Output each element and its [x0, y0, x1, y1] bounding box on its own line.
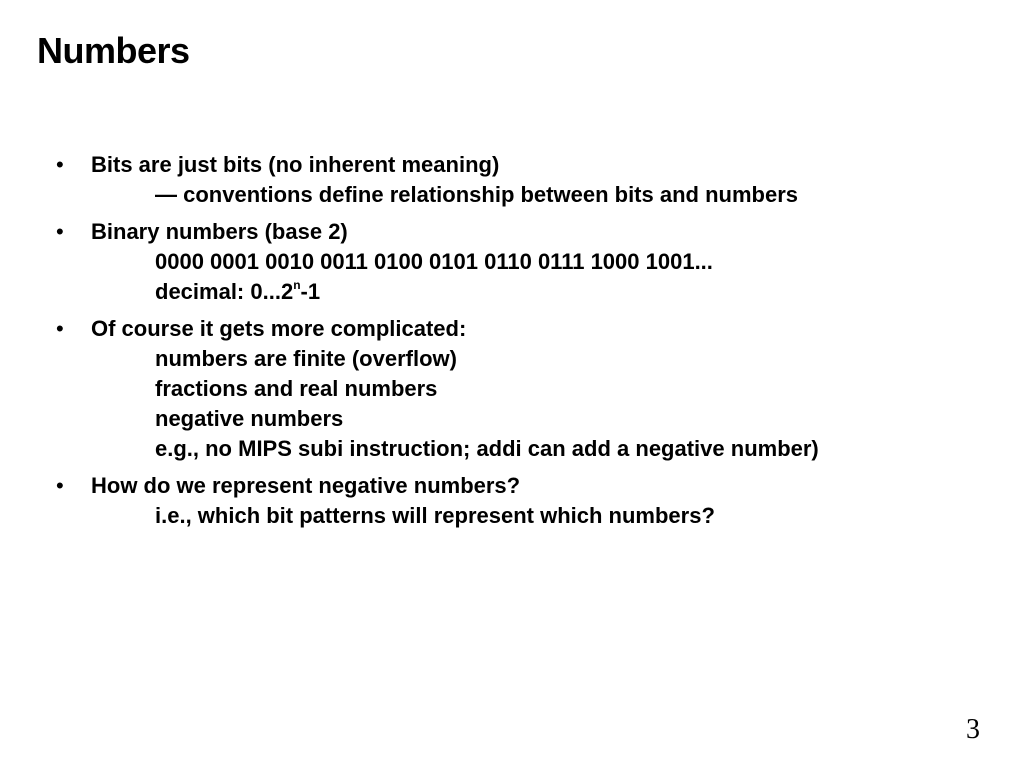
sub-line: i.e., which bit patterns will represent which numbers?	[155, 503, 715, 528]
bullet-text: Binary numbers (base 2)	[91, 219, 348, 244]
slide-title: Numbers	[37, 30, 190, 71]
bullet-dot: •	[56, 219, 64, 244]
exponent: n	[293, 277, 301, 292]
sub-line: e.g., no MIPS subi instruction; addi can add a negative number)	[155, 436, 819, 461]
sub-line: 0000 0001 0010 0011 0100 0101 0110 0111 1000 1001...	[155, 249, 713, 274]
sub-line: negative numbers	[155, 406, 344, 431]
bullet-dot: •	[56, 316, 64, 341]
bullet-item-binary	[56, 217, 996, 307]
bullet-dot: •	[56, 152, 64, 177]
bullet-text: Bits are just bits (no inherent meaning)	[91, 152, 500, 177]
bullet-item-bits	[56, 150, 996, 210]
bullet-item-negative	[56, 471, 996, 531]
decimal-range-line	[91, 277, 996, 307]
bullet-item-complications	[56, 314, 996, 464]
bullet-list	[56, 150, 996, 538]
page-number: 3	[966, 714, 980, 745]
bullet-dot: •	[56, 473, 64, 498]
decimal-range-text: decimal: 0...2	[155, 279, 294, 304]
sub-line: fractions and real numbers	[155, 376, 438, 401]
decimal-range-suffix: -1	[300, 279, 321, 304]
sub-line: — conventions define relationship between bits and numbers	[155, 182, 798, 207]
sub-line: numbers are finite (overflow)	[155, 346, 457, 371]
bullet-text: How do we represent negative numbers?	[91, 473, 521, 498]
bullet-text: Of course it gets more complicated:	[91, 316, 467, 341]
